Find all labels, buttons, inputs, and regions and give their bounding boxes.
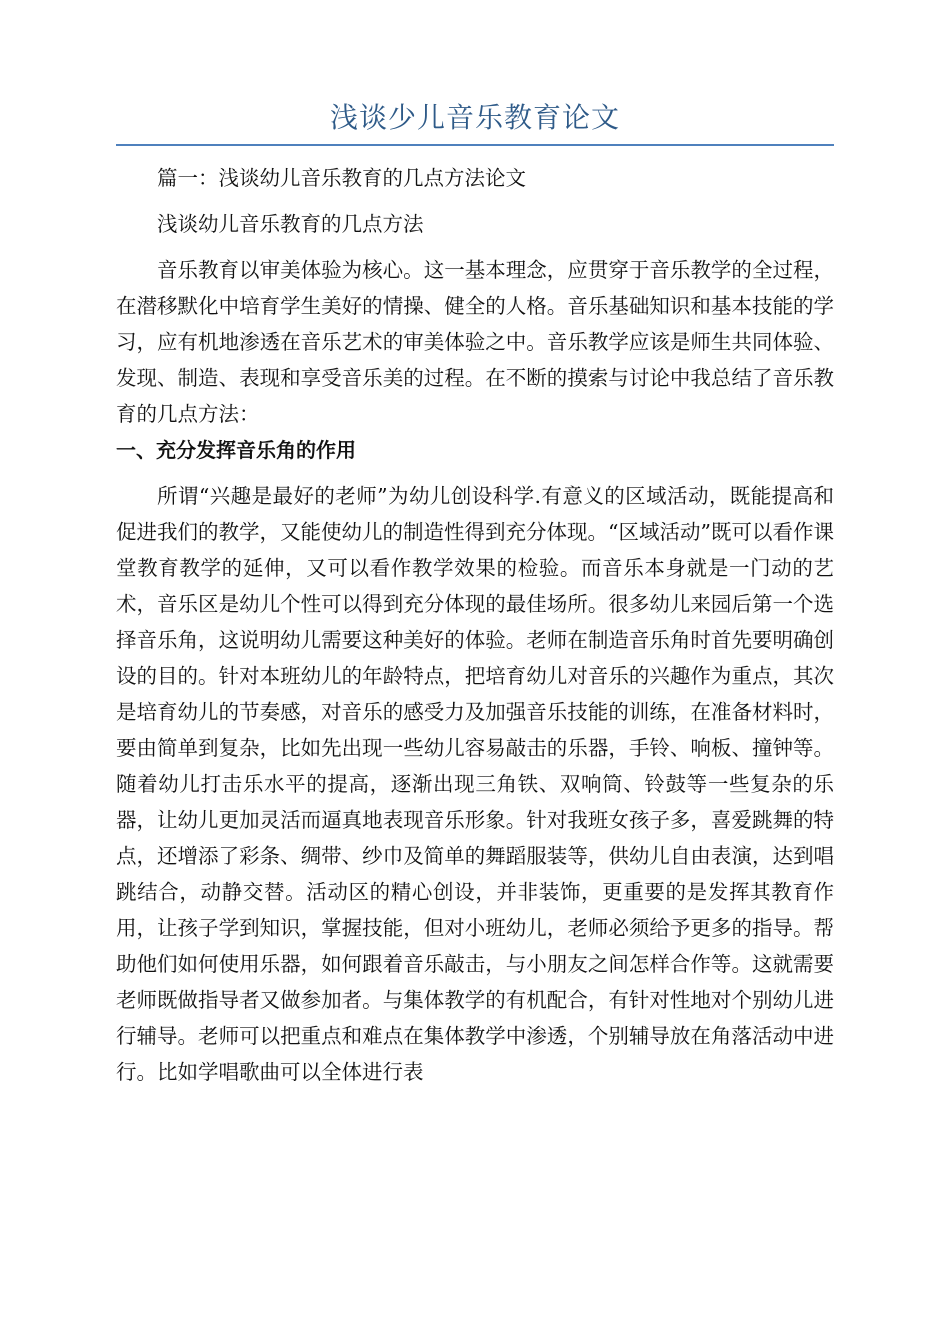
document-title: 浅谈少儿音乐教育论文: [116, 100, 834, 146]
body-paragraph: 所谓“兴趣是最好的老师”为幼儿创设科学.有意义的区域活动，既能提高和促进我们的教学，又能使幼儿的制造性得到充分体现。“区域活动”既可以看作课堂教育教学的延伸，又可以看作教学效果的检验。而音乐本身就是一门动的艺术，音乐区是幼儿个性可以得到充分体现的最佳场所。很多幼儿来园后第一个选择音乐角，这说明幼儿需要这种美好的体验。老师在制造音乐角时首先要明确创设的目的。针对本班幼儿的年龄特点，把培育幼儿对音乐的兴趣作为重点，其次是培育幼儿的节奏感，对音乐的感受力及加强音乐技能的训练，在准备材料时，要由简单到复杂，比如先出现一些幼儿容易敲击的乐器，手铃、响板、撞钟等。随着幼儿打击乐水平的提高，逐渐出现三角铁、双响筒、铃鼓等一些复杂的乐器，让幼儿更加灵活而逼真地表现音乐形象。针对我班女孩子多，喜爱跳舞的特点，还增添了彩条、绸带、纱巾及简单的舞蹈服装等，供幼儿自由表演，达到唱跳结合，动静交替。活动区的精心创设，并非装饰，更重要的是发挥其教育作用，让孩子学到知识，掌握技能，但对小班幼儿，老师必须给予更多的指导。帮助他们如何使用乐器，如何跟着音乐敲击，与小朋友之间怎样合作等。这就需要老师既做指导者又做参加者。与集体教学的有机配合，有针对性地对个别幼儿进行辅导。老师可以把重点和难点在集体教学中渗透，个别辅导放在角落活动中进行。比如学唱歌曲可以全体进行表: [116, 484, 834, 1084]
section-label: 篇一：浅谈幼儿音乐教育的几点方法论文: [157, 166, 526, 190]
document-page: [116, 100, 834, 1090]
intro-paragraph: 音乐教育以审美体验为核心。这一基本理念，应贯穿于音乐教学的全过程，在潜移默化中培育学生美好的情操、健全的人格。音乐基础知识和基本技能的学习，应有机地渗透在音乐艺术的审美体验之中。音乐教学应该是师生共同体验、发现、制造、表现和享受音乐美的过程。在不断的摸索与讨论中我总结了音乐教育的几点方法：: [116, 258, 834, 426]
section-heading: 一、充分发挥音乐角的作用: [116, 438, 356, 462]
document-subtitle: 浅谈幼儿音乐教育的几点方法: [157, 212, 424, 236]
